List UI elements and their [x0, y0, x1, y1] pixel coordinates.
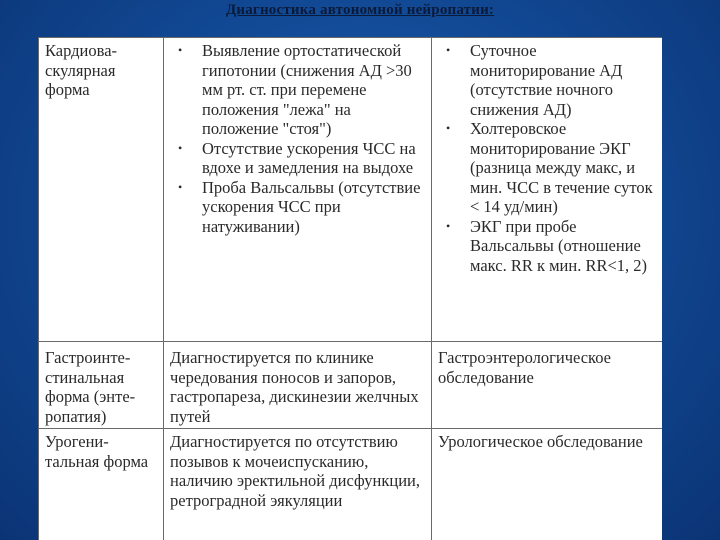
form-label: Кардиова-скулярная форма [45, 41, 118, 99]
clinical-list [170, 41, 425, 236]
instrumental-list [438, 41, 656, 275]
bullet-icon: • [178, 43, 183, 57]
list-item: • Суточное мониторирование АД (отсутствие ночного снижения АД) [446, 41, 623, 119]
diagnostics-table-sheet [38, 37, 662, 540]
clinical-text: Диагностируется по отсутствию позывов к мочеиспусканию, наличию эректильной дисфункции, ретроградной эякуляции [170, 432, 420, 510]
bullet-icon: • [446, 43, 451, 57]
clinical-text: Диагностируется по клинике чередования поносов и запоров, гастропареза, дискинезии желчных путей [170, 348, 419, 426]
clinical-cell [164, 342, 432, 429]
instrumental-cell [432, 342, 663, 429]
list-item: • ЭКГ при пробе Вальсальвы (отношение макс. RR к мин. RR<1, 2) [446, 216, 648, 275]
form-cell [39, 342, 164, 429]
slide-title: Диагностика автономной нейропатии: [225, 2, 495, 18]
table-row [39, 342, 663, 429]
instrumental-text: Урологическое обследование [438, 432, 643, 451]
list-item: • Отсутствие ускорения ЧСС на вдохе и замедления на выдохе [178, 138, 416, 177]
form-label: Гастроинте-стинальная форма (энте-ропатия) [45, 348, 136, 426]
diagnostics-table [38, 37, 662, 540]
clinical-cell [164, 38, 432, 342]
table-row [39, 38, 663, 342]
list-item: • Холтеровское мониторирование ЭКГ (разница между макс, и мин. ЧСС в течение суток < 14 уд/мин) [446, 119, 653, 216]
form-label: Урогени-тальная форма [45, 432, 149, 471]
bullet-icon: • [178, 140, 183, 155]
form-cell [39, 38, 164, 342]
table-row [39, 429, 663, 540]
list-item: • Проба Вальсальвы (отсутствие ускорения ЧСС при натуживании) [178, 177, 421, 236]
instrumental-text: Гастроэнтерологическое обследование [438, 348, 612, 387]
bullet-icon: • [178, 179, 183, 194]
instrumental-cell [432, 429, 663, 540]
clinical-cell [164, 429, 432, 540]
bullet-icon: • [446, 121, 451, 135]
form-cell [39, 429, 164, 540]
bullet-icon: • [446, 218, 451, 233]
instrumental-cell [432, 38, 663, 342]
list-item: • Выявление ортостатической гипотонии (снижения АД >30 мм рт. ст. при перемене положения "лежа" на положение "стоя") [178, 41, 412, 138]
